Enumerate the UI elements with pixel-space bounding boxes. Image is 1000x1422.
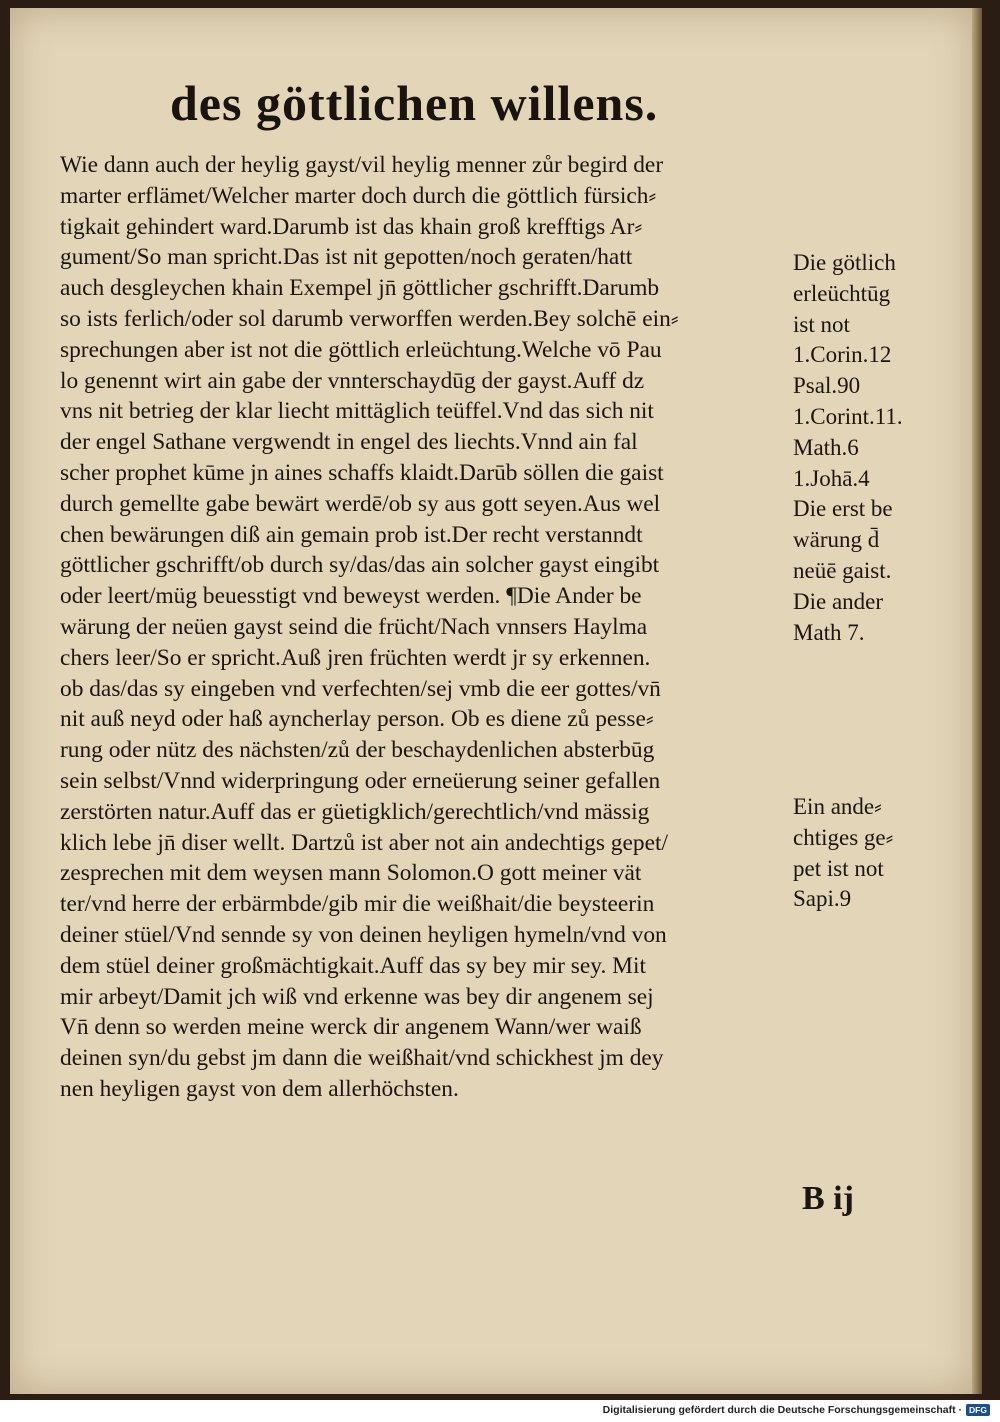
text-line: rung oder nütz des nächsten/zů der beschaydenlichen absterbūg <box>60 737 655 764</box>
marginal-note-line: Psal.90 <box>793 373 861 399</box>
text-line: deiner stüel/Vnd sennde sy von deinen heyligen hymeln/vnd von <box>60 921 667 948</box>
text-line: der engel Sathane vergwendt in engel des liechts.Vnnd ain fal <box>60 429 638 456</box>
marginal-note-line: wärung d̄ <box>793 527 880 553</box>
footer-credit: Digitalisierung gefördert durch die Deutsche Forschungsgemeinschaft · <box>602 1404 963 1416</box>
marginal-note-line: Die ander <box>793 588 884 614</box>
text-line: klich lebe jn̄ diser wellt. Dartzů ist aber not ain andechtigs gepet/ <box>60 829 668 856</box>
text-line: zesprechen mit dem weysen mann Solomon.O gott meiner vät <box>60 860 642 887</box>
text-line: ob das/das sy eingeben vnd verfechten/sej vmb die eer gottes/vn̄ <box>60 675 661 702</box>
text-line: sein selbst/Vnnd widerpringung oder erneüerung seiner gefallen <box>60 767 661 794</box>
text-line: marter erflämet/Welcher marter doch durch die göttlich fürsich⸗ <box>60 182 657 209</box>
marginal-note-line: erleüchtūg <box>793 280 891 306</box>
text-line: lo genennt wirt ain gabe der vnnterschaydūg der gayst.Auff dz <box>60 367 645 394</box>
text-line: scher prophet kūme jn aines schaffs klaidt.Darūb söllen die gaist <box>60 459 664 486</box>
marginal-note-line: Die erst be <box>793 496 893 522</box>
marginal-note-line: chtiges ge⸗ <box>793 824 894 850</box>
marginal-note-line: ist not <box>793 311 850 337</box>
marginalia-bottom <box>793 792 943 915</box>
text-line: so ists ferlich/oder sol darumb verworffen werden.Bey solchē ein⸗ <box>60 305 679 332</box>
body-text <box>60 150 800 1105</box>
text-line: nen heyligen gayst von dem allerhöchsten. <box>60 1075 459 1102</box>
marginal-note-line: Math.6 <box>793 434 859 460</box>
marginal-note-line: pet ist not <box>793 855 884 881</box>
marginalia-top <box>793 248 943 648</box>
text-line: sprechungen aber ist not die göttlich erleüchtung.Welche vō Pau <box>60 336 662 363</box>
text-line: mir arbeyt/Damit jch wiß vnd erkenne was bey dir angenem sej <box>60 983 654 1010</box>
catchword: B ij <box>802 1180 854 1217</box>
text-line: tigkait gehindert ward.Darumb ist das khain groß krefftigs Ar⸗ <box>60 213 643 240</box>
marginal-note-line: 1.Johā.4 <box>793 465 870 491</box>
text-line: gument/So man spricht.Das ist nit gepotten/noch geraten/hatt <box>60 244 633 271</box>
text-line: auch desgleychen khain Exempel jn̄ göttlicher gschrifft.Darumb <box>60 275 660 302</box>
text-line: ter/vnd herre der erbärmbde/gib mir die weißhait/die beysteerin <box>60 891 655 918</box>
marginal-note-line: Die götlich <box>793 250 896 275</box>
text-line: vns nit betrieg der klar liecht mittäglich teüffel.Vnd das sich nit <box>60 398 654 425</box>
text-line: zerstörten natur.Auff das er güetigklich/gerechtlich/vnd mässig <box>60 798 650 825</box>
text-line: chen bewärungen diß ain gemain prob ist.Der recht verstanndt <box>60 521 643 548</box>
dfg-logo: DFG <box>966 1404 990 1416</box>
marginal-note-line: Ein ande⸗ <box>793 794 882 819</box>
text-line: oder leert/müg beuesstigt vnd beweyst werden. ¶Die Ander be <box>60 583 642 610</box>
marginal-note-line: Sapi.9 <box>793 886 852 912</box>
page-edge <box>972 8 982 1394</box>
marginal-note-line: neüē gaist. <box>793 557 892 583</box>
running-head: des göttlichen willens. <box>170 75 659 131</box>
text-line: durch gemellte gabe bewärt werdē/ob sy aus gott seyen.Aus wel <box>60 490 661 517</box>
book-page <box>10 8 974 1394</box>
marginal-note-line: 1.Corint.11. <box>793 403 903 429</box>
text-line: nit auß neyd oder haß ayncherlay person. Ob es diene zů pesse⸗ <box>60 706 654 733</box>
marginal-note-line: Math 7. <box>793 619 865 645</box>
text-line: chers leer/So er spricht.Auß jren früchten werdt jr sy erkennen. <box>60 644 651 671</box>
text-line: Vn̄ denn so werden meine werck dir angenem Wann/wer waiß <box>60 1014 642 1041</box>
marginal-note-line: 1.Corin.12 <box>793 342 892 368</box>
digitization-footer <box>603 1404 990 1416</box>
text-line: dem stüel deiner großmächtigkait.Auff das sy bey mir sey. Mit <box>60 952 646 979</box>
text-line: wärung der neüen gayst seind die frücht/Nach vnnsers Haylma <box>60 613 648 640</box>
text-line: Wie dann auch der heylig gayst/vil heylig menner zůr begird der <box>60 152 664 178</box>
text-line: deinen syn/du gebst jm dann die weißhait/vnd schickhest jm dey <box>60 1045 664 1072</box>
text-line: göttlicher gschrifft/ob durch sy/das/das ain solcher gayst eingibt <box>60 552 660 579</box>
